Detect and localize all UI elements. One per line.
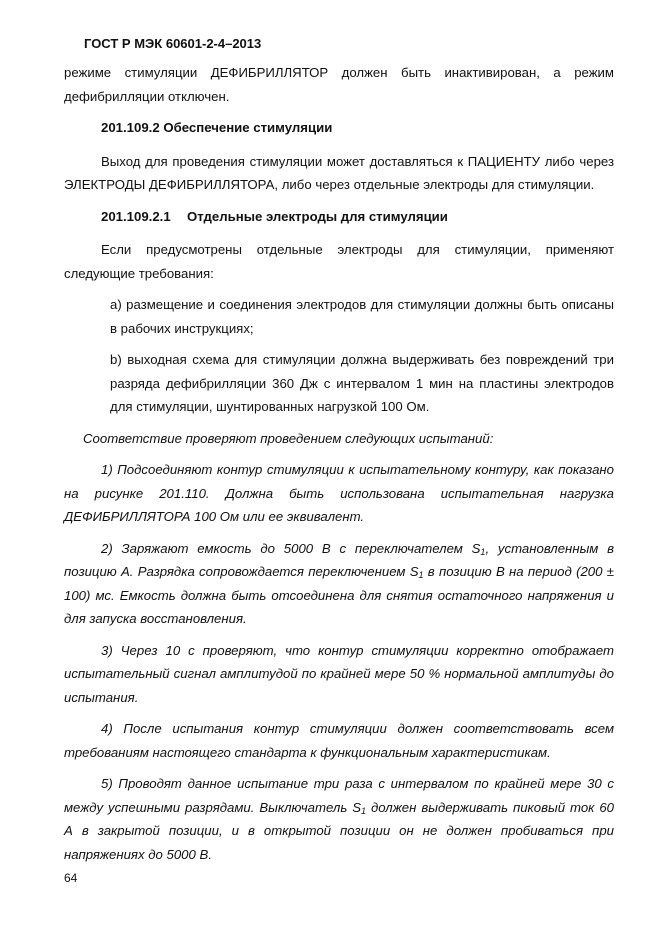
test-step-4: 4) После испытания контур стимуляции должен соответствовать всем требованиям настоящего стандарта к функциональным характеристикам.: [64, 721, 614, 760]
document-body: [64, 61, 614, 874]
paragraph-requirements-intro: Если предусмотрены отдельные электроды для стимуляции, применяют следующие требования:: [64, 242, 614, 281]
test-step-1: 1) Подсоединяют контур стимуляции к испытательному контуру, как показано на рисунке 201.110. Должна быть использована испытательная нагрузка ДЕФИБРИЛЛЯТОРА 100 Ом или ее эквивалент.: [64, 462, 614, 524]
paragraph-pacing-output: Выход для проведения стимуляции может доставляться к ПАЦИЕНТУ либо через ЭЛЕКТРОДЫ ДЕФИБРИЛЛЯТОРА, либо через отдельные электроды для стимуляции.: [64, 153, 614, 192]
compliance-statement: Соответствие проверяют проведением следующих испытаний:: [83, 430, 494, 446]
section-heading-201-109-2: 201.109.2 Обеспечение стимуляции: [101, 120, 333, 135]
section-title: Отдельные электроды для стимуляции: [187, 208, 448, 224]
subscript-1: 1: [418, 570, 424, 580]
page-number: 64: [64, 871, 78, 885]
test-step-2: [64, 537, 614, 631]
list-item-a: а) размещение и соединения электродов для стимуляции должны быть описаны в рабочих инструкциях;: [110, 297, 614, 336]
test-step-2-part-c: в позицию В на период (200 ± 100) мс. Емкость должна быть отсоединена для снятия остаточного напряжения и для запуска восстановления.: [64, 564, 614, 626]
document-header: ГОСТ Р МЭК 60601-2-4–2013: [84, 36, 262, 51]
section-number: 201.109.2.1: [101, 208, 171, 224]
test-step-2-part-a: 2) Заряжают емкость до 5000 В с переключателем S: [101, 540, 481, 556]
section-heading-201-109-2-1: [64, 205, 614, 229]
subscript-1: 1: [361, 805, 367, 816]
test-step-2-part-b: , установленным в позицию А. Разрядка сопровождается переключением S: [64, 540, 614, 579]
test-step-5: [64, 772, 614, 866]
test-step-5-part-a: 5) Проводят данное испытание три раза с интервалом по крайней мере 30 с между успешными разрядами. Выключатель S: [64, 776, 614, 815]
paragraph-continuation: режиме стимуляции ДЕФИБРИЛЛЯТОР должен быть инактивирован, а режим дефибрилляции отключен.: [64, 65, 614, 104]
list-item-b: b) выходная схема для стимуляции должна выдерживать без повреждений три разряда дефибрилляции 360 Дж с интервалом 1 мин на пластины электродов для стимуляции, шунтированных нагрузкой 100 Ом.: [110, 352, 614, 414]
subscript-1: 1: [480, 546, 486, 557]
test-step-3: 3) Через 10 с проверяют, что контур стимуляции корректно отображает испытательный сигнал амплитудой по крайней мере 50 % нормальной амплитуды до испытания.: [64, 642, 614, 705]
test-step-5-part-b: должен выдерживать пиковый ток 60 А в закрытой позиции, и в открытой позиции он не должен пробиваться при напряжениях до 5000 В.: [64, 799, 614, 862]
